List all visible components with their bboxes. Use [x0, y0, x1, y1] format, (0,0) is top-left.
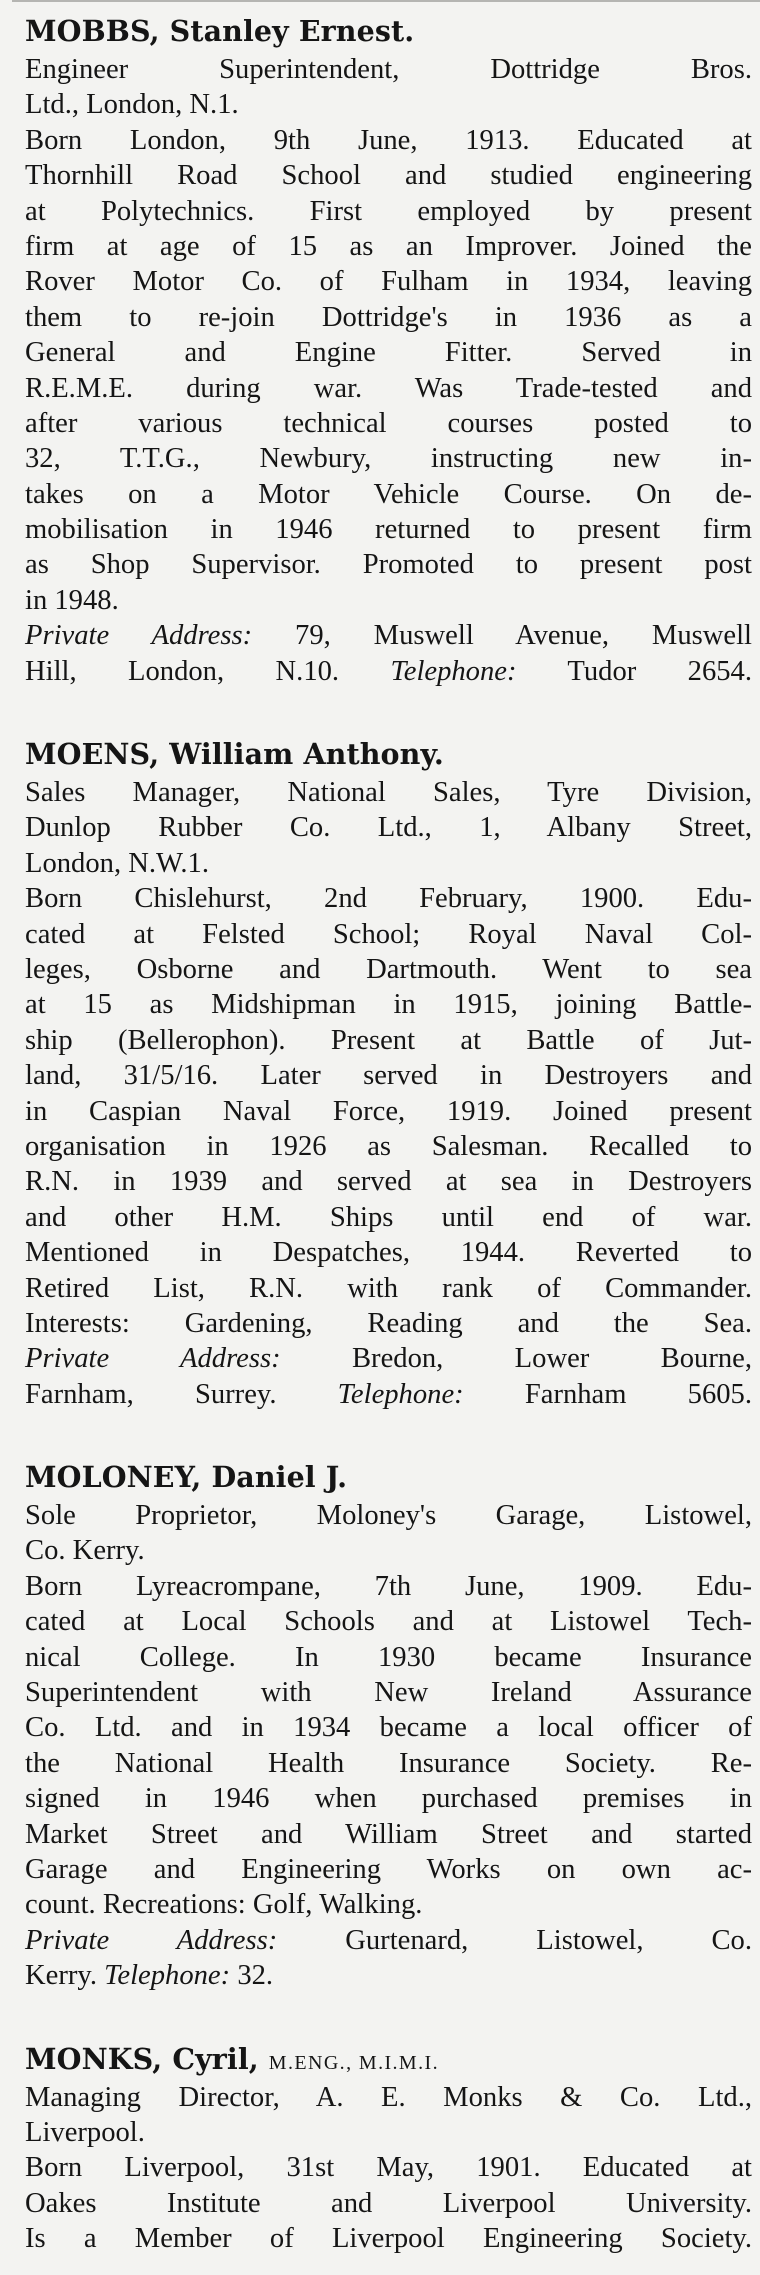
entry-monks — [25, 2040, 752, 2257]
entry-line: 32, T.T.G., Newbury, instructing new in- — [25, 443, 752, 475]
telephone-number: Farnham 5605. — [524, 1378, 752, 1410]
address-line — [25, 1958, 752, 1993]
address-text: Gurtenard, Listowel, Co. — [345, 1924, 752, 1956]
entry-heading — [25, 1458, 752, 1498]
entry-line: Liverpool. — [25, 2116, 145, 2148]
entry-line: Co. Ltd. and in 1934 became a local officer of — [25, 1712, 752, 1744]
entry-line: ship (Bellerophon). Present at Battle of Jut- — [25, 1024, 752, 1056]
entry-line: signed in 1946 when purchased premises in — [25, 1783, 752, 1815]
entry-line: in 1948. — [25, 584, 119, 616]
entry-heading — [25, 2040, 752, 2080]
entry-surname: MONKS, — [25, 2041, 163, 2076]
address-line — [25, 1341, 752, 1376]
entry-line: Sole Proprietor, Moloney's Garage, Listowel, — [25, 1500, 752, 1532]
address-label: Private Address: — [25, 1924, 278, 1956]
entry-moloney — [25, 1458, 752, 1993]
entry-line: in Caspian Naval Force, 1919. Joined present — [25, 1095, 752, 1127]
entry-line: and other H.M. Ships until end of war. — [25, 1201, 752, 1233]
entry-line: at Polytechnics. First employed by present — [25, 195, 752, 227]
entry-surname: MOENS, — [25, 737, 160, 772]
telephone-label: Telephone: — [104, 1960, 231, 1992]
entry-line: leges, Osborne and Dartmouth. Went to sea — [25, 953, 752, 985]
entry-given-names: Daniel J. — [211, 1460, 348, 1495]
entry-line: nical College. In 1930 became Insurance — [25, 1641, 752, 1673]
entry-line: firm at age of 15 as an Improver. Joined the — [25, 230, 752, 262]
entry-surname: MOBBS, — [25, 14, 160, 48]
address-line — [25, 618, 752, 653]
entry-line: mobilisation in 1946 returned to present firm — [25, 514, 752, 546]
entry-heading — [25, 735, 752, 775]
entry-line: Managing Director, A. E. Monks & Co. Ltd., — [25, 2081, 752, 2113]
entry-line: Superintendent with New Ireland Assurance — [25, 1677, 752, 1709]
entry-given-names: Stanley Ernest. — [169, 14, 415, 48]
address-label: Private Address: — [25, 620, 253, 652]
telephone-label: Telephone: — [337, 1378, 464, 1410]
entry-line: R.E.M.E. during war. Was Trade-tested and — [25, 372, 752, 404]
entry-line: Mentioned in Despatches, 1944. Reverted to — [25, 1237, 752, 1269]
entry-line: General and Engine Fitter. Served in — [25, 337, 752, 369]
entry-line: as Shop Supervisor. Promoted to present post — [25, 549, 752, 581]
entry-line: takes on a Motor Vehicle Course. On de- — [25, 478, 752, 510]
entry-line: Born Lyreacrompane, 7th June, 1909. Edu- — [25, 1570, 752, 1602]
entry-line: them to re-join Dottridge's in 1936 as a — [25, 301, 752, 333]
entry-line: R.N. in 1939 and served at sea in Destroyers — [25, 1166, 752, 1198]
entry-heading — [25, 12, 752, 52]
entry-given-names: William Anthony. — [169, 737, 444, 772]
entry-given-names: Cyril, — [172, 2041, 259, 2076]
entry-line: Engineer Superintendent, Dottridge Bros. — [25, 54, 752, 85]
telephone-number: Tudor 2654. — [567, 655, 752, 687]
entry-qualifications: M.ENG., M.I.M.I. — [268, 2051, 439, 2074]
directory-page — [25, 12, 752, 2256]
entry-mobbs — [25, 12, 752, 689]
entry-line: London, N.W.1. — [25, 847, 210, 879]
entry-line: Born Liverpool, 31st May, 1901. Educated at — [25, 2152, 752, 2184]
entry-surname: MOLONEY, — [25, 1460, 202, 1495]
entry-line: after various technical courses posted to — [25, 407, 752, 439]
entry-line: organisation in 1926 as Salesman. Recalled to — [25, 1130, 752, 1162]
entry-line: Interests: Gardening, Reading and the Sea. — [25, 1307, 752, 1339]
entry-line: cated at Felsted School; Royal Naval Col- — [25, 918, 752, 950]
address-line — [25, 1377, 752, 1412]
entry-line: Garage and Engineering Works on own ac- — [25, 1853, 752, 1885]
entry-line: Dunlop Rubber Co. Ltd., 1, Albany Street, — [25, 812, 752, 844]
entry-line: Born Chislehurst, 2nd February, 1900. Edu- — [25, 883, 752, 915]
entry-line: Market Street and William Street and started — [25, 1818, 752, 1850]
entry-line: Retired List, R.N. with rank of Commander. — [25, 1272, 752, 1304]
entry-line: cated at Local Schools and at Listowel Tech- — [25, 1606, 752, 1638]
entry-line: Co. Kerry. — [25, 1535, 145, 1567]
address-line — [25, 1923, 752, 1958]
entry-line: count. Recreations: Golf, Walking. — [25, 1889, 423, 1921]
entry-line: land, 31/5/16. Later served in Destroyers and — [25, 1060, 752, 1092]
address-text: Kerry. — [25, 1960, 97, 1992]
address-text: Hill, London, N.10. — [25, 655, 340, 687]
entry-line: Sales Manager, National Sales, Tyre Division, — [25, 777, 752, 809]
entry-line: Is a Member of Liverpool Engineering Society. — [25, 2223, 752, 2255]
entry-line: Thornhill Road School and studied engineering — [25, 160, 752, 192]
telephone-number: 32. — [237, 1960, 274, 1992]
entry-line: the National Health Insurance Society. Re- — [25, 1747, 752, 1779]
address-text: Farnham, Surrey. — [25, 1378, 277, 1410]
entry-line: Ltd., London, N.1. — [25, 89, 239, 121]
telephone-label: Telephone: — [390, 655, 517, 687]
address-label: Private Address: — [25, 1343, 281, 1375]
top-rule — [12, 0, 760, 2]
address-line — [25, 654, 752, 689]
address-text: Bredon, Lower Bourne, — [351, 1343, 752, 1375]
address-text: 79, Muswell Avenue, Muswell — [295, 620, 753, 652]
entry-line: at 15 as Midshipman in 1915, joining Battle- — [25, 989, 752, 1021]
entry-line: Rover Motor Co. of Fulham in 1934, leaving — [25, 266, 752, 298]
entry-moens — [25, 735, 752, 1412]
entry-line: Oakes Institute and Liverpool University. — [25, 2187, 752, 2219]
entry-line: Born London, 9th June, 1913. Educated at — [25, 124, 752, 156]
